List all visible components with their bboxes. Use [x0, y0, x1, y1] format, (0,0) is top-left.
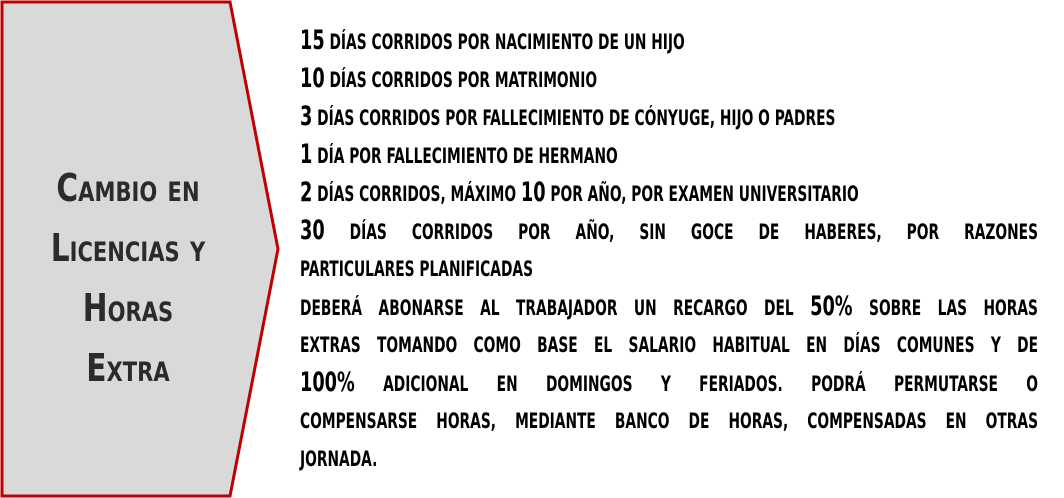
list-item — [300, 174, 859, 212]
item-number: 2 — [300, 177, 313, 208]
chevron-shape — [0, 0, 282, 498]
overtime-paragraph — [300, 288, 1040, 478]
item-number: 3 — [300, 101, 313, 132]
last-line: PARTICULARES PLANIFICADAS — [300, 257, 534, 281]
justified-line: 100% ADICIONAL EN DOMINGOS Y FERIADOS. PODRÁ PERMUTARSE O — [300, 367, 1038, 398]
list-item — [300, 98, 840, 136]
item-text-2: POR AÑO, POR EXAMEN UNIVERSITARIO — [545, 182, 859, 206]
content-area — [300, 22, 1040, 478]
item-number-2: 10 — [520, 177, 546, 208]
item-text: DÍAS CORRIDOS POR MATRIMONIO — [324, 68, 598, 92]
list-item — [300, 22, 840, 60]
item-text: DÍAS CORRIDOS, MÁXIMO — [312, 182, 521, 206]
last-line: JORNADA. — [300, 447, 378, 471]
item-number: 10 — [300, 63, 325, 94]
justified-line: 30 DÍAS CORRIDOS POR AÑO, SIN GOCE DE HABERES, POR RAZONES — [300, 215, 1039, 246]
chevron-title: Cambio en Licencias y Horas Extra — [50, 166, 206, 390]
item-text: DÍAS CORRIDOS POR NACIMIENTO DE UN HIJO — [324, 30, 685, 54]
item-number: 15 — [300, 25, 325, 56]
list-item — [300, 136, 840, 174]
list-item-justified — [300, 212, 1040, 288]
item-number: 1 — [300, 139, 313, 170]
item-text: DÍA POR FALLECIMIENTO DE HERMANO — [312, 144, 618, 168]
justified-line: COMPENSARSE HORAS, MEDIANTE BANCO DE HORAS, COMPENSADAS EN OTRAS — [300, 409, 1039, 433]
justified-line: DEBERÁ ABONARSE AL TRABAJADOR UN RECARGO DEL 50% SOBRE LAS HORAS — [300, 291, 1038, 322]
item-text: DÍAS CORRIDOS POR FALLECIMIENTO DE CÓNYUGE, HIJO O PADRES — [312, 106, 836, 130]
justified-line: EXTRAS TOMANDO COMO BASE EL SALARIO HABITUAL EN DÍAS COMUNES Y DE — [300, 333, 1038, 357]
list-item — [300, 60, 840, 98]
